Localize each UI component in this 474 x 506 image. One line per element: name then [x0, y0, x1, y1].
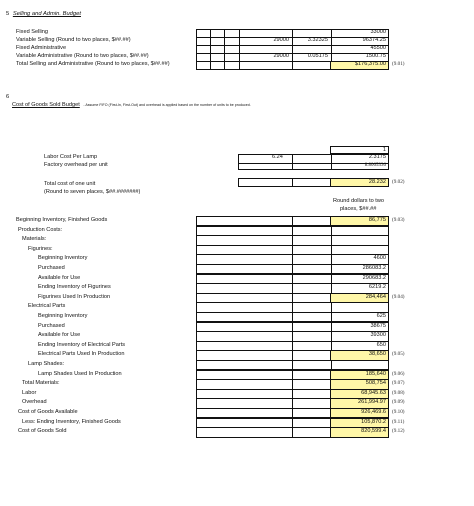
row-label: Total Materials:: [22, 380, 60, 387]
cogs-row: [0, 331, 474, 341]
cogs-row: [0, 264, 474, 274]
row-value: 286083.2: [362, 265, 386, 271]
row-label: Variable Administrative (Round to two places, $##.##): [16, 53, 149, 60]
section-6-note: - Assume FIFO (First-In, First-Out) and overhead is applied based on the number of units to be produced.: [83, 103, 251, 107]
row-value: 820,599.4: [361, 428, 386, 435]
row-total: $176,375.00: [354, 61, 386, 68]
cogs-row: [0, 408, 474, 418]
cogs-row: [0, 360, 474, 370]
section-5-title: Selling and Admin. Budget: [12, 11, 81, 17]
row-label: Beginning Inventory: [38, 313, 88, 319]
unit-indicator-value: 1: [382, 147, 386, 153]
row-label: Electrical Parts Used In Production: [38, 351, 125, 358]
row-label: Cost of Goods Sold: [18, 428, 67, 435]
cogs-row: [0, 398, 474, 408]
row-label: Ending Inventory of Figurines: [38, 284, 111, 291]
row-value: 625: [376, 313, 386, 319]
round-header-line1: Round dollars to two: [333, 198, 384, 204]
cogs-row: [0, 389, 474, 399]
row-ref: (9.09): [392, 399, 405, 406]
row-value: 38,650: [368, 351, 386, 358]
section-6-title: Cost of Goods Sold Budget: [12, 102, 80, 108]
cogs-row: [0, 226, 474, 236]
row-ref: (9.10): [392, 409, 405, 415]
labor-cost-total: 2.3175: [368, 154, 386, 160]
row-label: Figurines:: [28, 245, 53, 252]
cogs-row: [0, 245, 474, 255]
row-label: Figurines Used In Production: [38, 293, 111, 300]
total-unit-cost-ref: (9.02): [392, 179, 405, 185]
section-6-heading: [12, 103, 251, 109]
row-label: Available for Use: [38, 332, 81, 339]
row-c2: 0.05175: [307, 53, 328, 60]
row-label: Total Selling and Administrative (Round to two places, $##.##): [16, 61, 170, 68]
cogs-row: [0, 341, 474, 351]
row-value: 6219.2: [368, 284, 386, 291]
row-label: Overhead: [22, 399, 47, 406]
cogs-row: [0, 370, 474, 380]
row-value: 284,464: [365, 293, 386, 300]
row-label: Ending Inventory of Electrical Parts: [38, 341, 126, 348]
row-value: 508,754: [365, 380, 386, 387]
row-value: 185,640: [365, 370, 386, 377]
row-label: Production Costs:: [18, 226, 63, 233]
row-ref: (9.04): [392, 293, 405, 300]
row-value: 105,870.2: [361, 418, 386, 425]
row-ref: (9.03): [392, 217, 405, 223]
row-value: 86,775: [368, 217, 386, 223]
row-total: 45500: [370, 45, 386, 52]
row-label: Lamp Shades Used In Production: [38, 370, 122, 377]
cogs-row: [0, 379, 474, 389]
cogs-row: [0, 312, 474, 322]
row-value: 926,469.6: [361, 409, 386, 415]
row-value: 261,994.97: [358, 399, 386, 406]
cogs-row: [0, 254, 474, 264]
cogs-row: [0, 418, 474, 428]
factory-overhead-total: 8.8065336: [364, 163, 386, 168]
section-5-number: 5: [6, 11, 10, 17]
row-value: 4600: [373, 255, 386, 262]
row-ref: (9.08): [392, 389, 405, 396]
row-value: 650: [376, 341, 386, 348]
row-label: Materials:: [22, 236, 47, 243]
cogs-row: [0, 302, 474, 312]
row-c1: 29000: [273, 53, 289, 60]
row-ref: (9.07): [392, 380, 405, 387]
row-label: Lamp Shades:: [28, 361, 65, 367]
total-unit-cost-value: 28.232: [368, 179, 386, 185]
selling-admin-row: [0, 29, 474, 37]
factory-overhead-label: Factory overhead per unit: [44, 162, 108, 168]
row-label: Fixed Administrative: [16, 45, 67, 52]
row-ref: (9.12): [392, 428, 405, 435]
row-total: 33000: [370, 29, 386, 35]
cogs-row: [0, 427, 474, 437]
row-ref: (9.01): [392, 61, 405, 68]
row-value: 39300: [370, 332, 386, 339]
section-5-heading: [6, 12, 81, 18]
cogs-row: [0, 274, 474, 284]
cogs-row: [0, 216, 474, 226]
row-label: Labor: [22, 389, 37, 396]
row-ref: (9.06): [392, 370, 405, 377]
section-6-number: 6: [6, 94, 10, 100]
row-c2: 3.32325: [307, 37, 328, 44]
row-value: 38675: [370, 322, 386, 329]
total-unit-cost-label: Total cost of one unit: [44, 181, 96, 187]
row-value: 290683.2: [362, 274, 386, 281]
row-value: 68,945.63: [361, 389, 386, 396]
cogs-row: [0, 350, 474, 360]
cogs-row: [0, 293, 474, 303]
total-unit-cost-rounding: (Round to seven places, $##.#######): [44, 189, 141, 195]
selling-admin-row: [0, 61, 474, 69]
row-label: Fixed Selling: [16, 29, 49, 35]
cogs-row: [0, 235, 474, 245]
cogs-row: [0, 322, 474, 332]
row-label: Purchased: [38, 322, 65, 329]
row-label: Cost of Goods Available: [18, 409, 78, 415]
row-ref: (9.11): [392, 418, 405, 425]
unit-indicator-cell: [330, 146, 389, 154]
labor-cost-label: Labor Cost Per Lamp: [44, 154, 98, 160]
selling-admin-row: [0, 37, 474, 45]
round-header-line2: places, $##.##: [340, 206, 377, 212]
cogs-row: [0, 283, 474, 293]
labor-cost-c1: 6.24: [272, 154, 283, 160]
row-label: Less: Ending Inventory, Finished Goods: [22, 418, 121, 425]
row-label: Electrical Parts: [28, 303, 66, 310]
row-label: Variable Selling (Round to two places, $##.##): [16, 37, 131, 44]
row-label: Beginning Inventory, Finished Goods: [16, 217, 108, 223]
row-label: Purchased: [38, 265, 65, 271]
row-total: 96374.25: [362, 37, 386, 44]
selling-admin-row: [0, 45, 474, 53]
row-c1: 29000: [273, 37, 289, 44]
row-total: 1500.75: [365, 53, 386, 60]
row-label: Beginning Inventory: [38, 255, 88, 262]
row-label: Available for Use: [38, 274, 81, 281]
row-ref: (9.05): [392, 351, 405, 358]
